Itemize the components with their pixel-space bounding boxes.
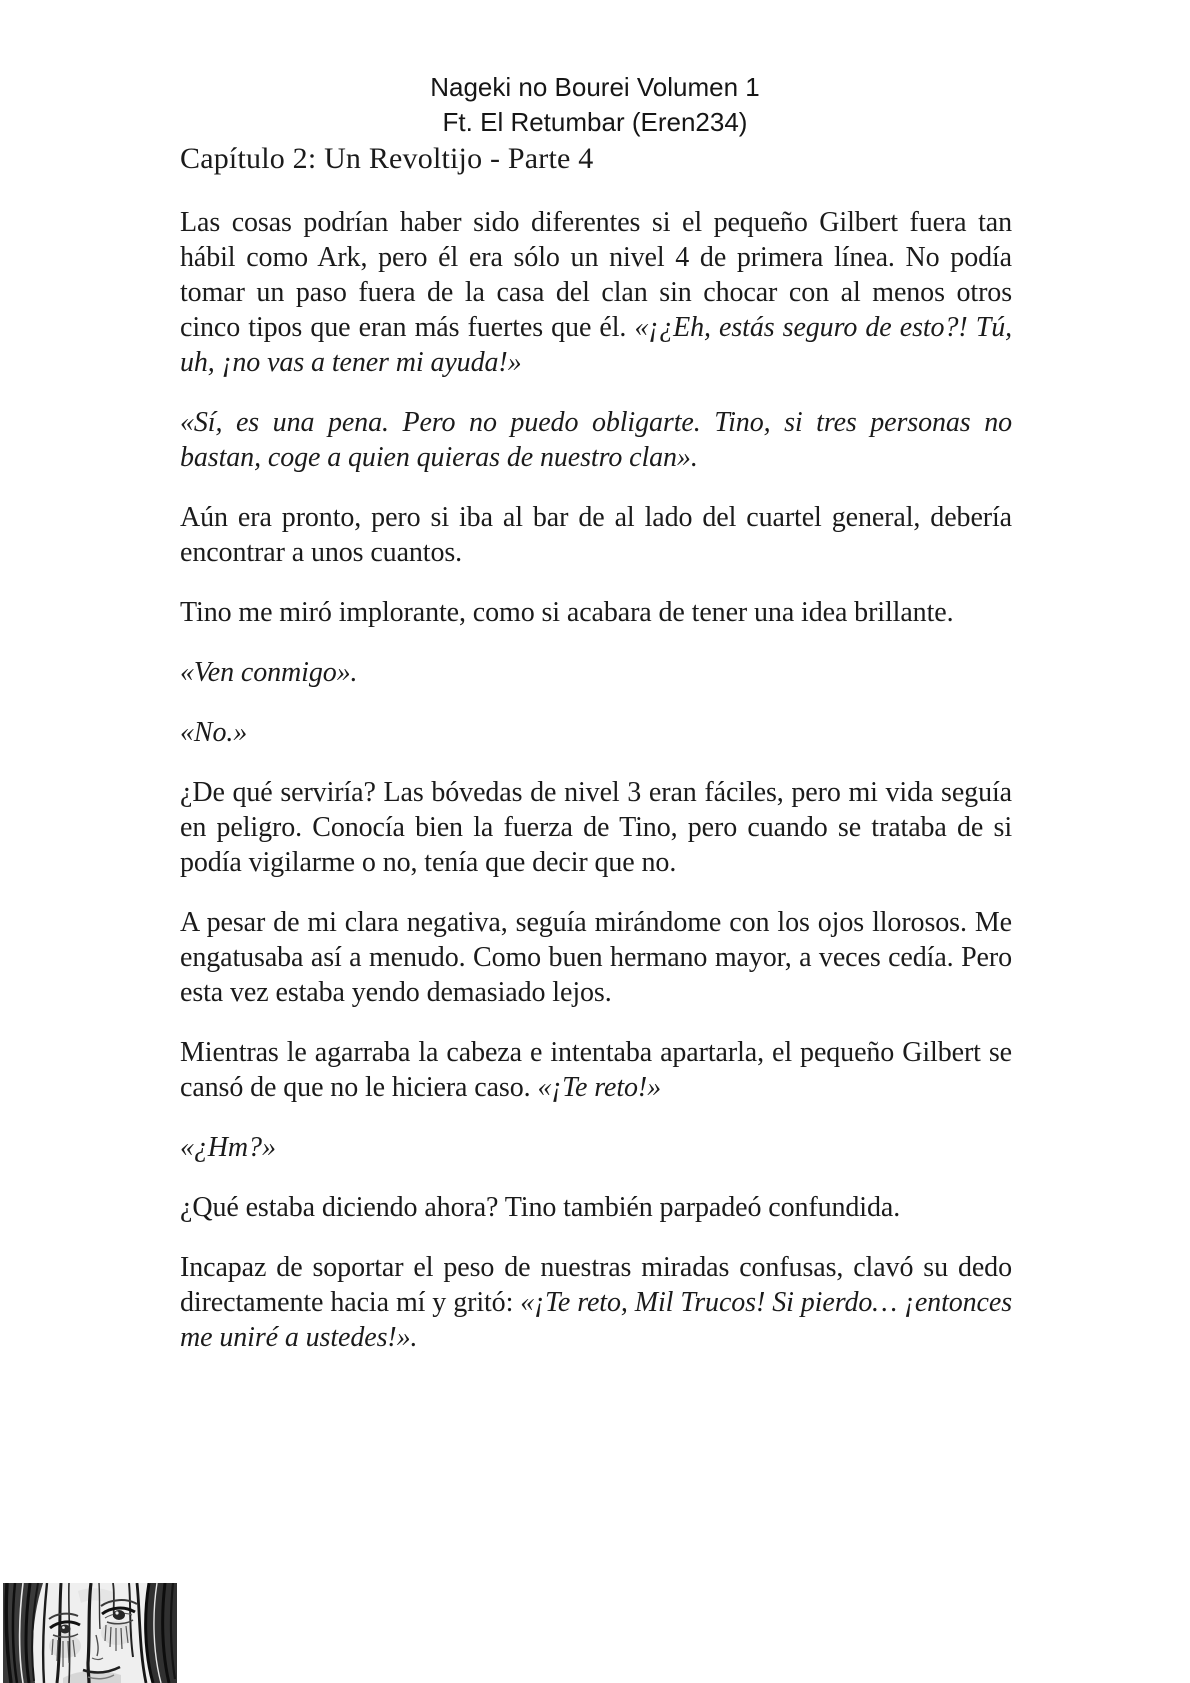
dialogue-italic-run: «¿Hm?»	[180, 1132, 276, 1163]
dialogue-italic-run: «Ven conmigo».	[180, 657, 358, 688]
text-run: Mientras le agarraba la cabeza e intentaba apartarla, el pequeño Gilbert se cansó de que no le hiciera caso.	[180, 1037, 1012, 1103]
text-run: Incapaz de soportar el peso de nuestras miradas confusas, clavó su dedo directamente hacia mí y gritó:	[180, 1252, 1012, 1318]
text-run: Tino me miró implorante, como si acabara de tener una idea brillante.	[180, 597, 954, 628]
series-credit: Ft. El Retumbar (Eren234)	[442, 107, 748, 137]
paragraphs	[180, 205, 1012, 1355]
paragraph	[180, 715, 1012, 750]
manga-face-image	[3, 1583, 177, 1683]
document-header	[0, 0, 1190, 140]
text-run: Las cosas podrían haber sido diferentes si el pequeño Gilbert fuera tan hábil como Ark, pero él era sólo un nivel 4 de primera línea. No podía tomar un paso fuera de la casa del clan sin chocar con al menos otros cinco tipos que eran más fuertes que él.	[180, 207, 1012, 343]
dialogue-italic-run: «¡Te reto!»	[537, 1072, 662, 1103]
text-run: A pesar de mi clara negativa, seguía mirándome con los ojos llorosos. Me engatusaba así a menudo. Como buen hermano mayor, a veces cedía. Pero esta vez estaba yendo demasiado lejos.	[180, 907, 1012, 1008]
paragraph	[180, 1130, 1012, 1165]
paragraph	[180, 1190, 1012, 1225]
dialogue-italic-run: «Sí, es una pena. Pero no puedo obligarte. Tino, si tres personas no bastan, coge a quien quieras de nuestro clan».	[180, 407, 1012, 473]
paragraph	[180, 775, 1012, 880]
paragraph	[180, 905, 1012, 1010]
series-title: Nageki no Bourei Volumen 1	[430, 72, 760, 102]
dialogue-italic-run: «¡¿Eh, estás seguro de esto?! Tú, uh, ¡no vas a tener mi ayuda!»	[180, 312, 1012, 378]
text-run: ¿De qué serviría? Las bóvedas de nivel 3 eran fáciles, pero mi vida seguía en peligro. Conocía bien la fuerza de Tino, pero cuando se trataba de si podía vigilarme o no, tenía que decir que no.	[180, 777, 1012, 878]
paragraph	[180, 205, 1012, 380]
dialogue-italic-run: «¡Te reto, Mil Trucos! Si pierdo… ¡entonces me uniré a ustedes!».	[180, 1287, 1012, 1353]
dialogue-italic-run: «No.»	[180, 717, 248, 748]
text-run: ¿Qué estaba diciendo ahora? Tino también parpadeó confundida.	[180, 1192, 901, 1223]
chapter-content	[180, 140, 1012, 1355]
paragraph	[180, 405, 1012, 475]
text-run: Aún era pronto, pero si iba al bar de al lado del cuartel general, debería encontrar a unos cuantos.	[180, 502, 1012, 568]
paragraph	[180, 1250, 1012, 1355]
paragraph	[180, 655, 1012, 690]
paragraph	[180, 1035, 1012, 1105]
chapter-heading: Capítulo 2: Un Revoltijo - Parte 4	[180, 142, 594, 175]
paragraph	[180, 500, 1012, 570]
manga-face-drawing	[3, 1583, 177, 1683]
paragraph	[180, 595, 1012, 630]
